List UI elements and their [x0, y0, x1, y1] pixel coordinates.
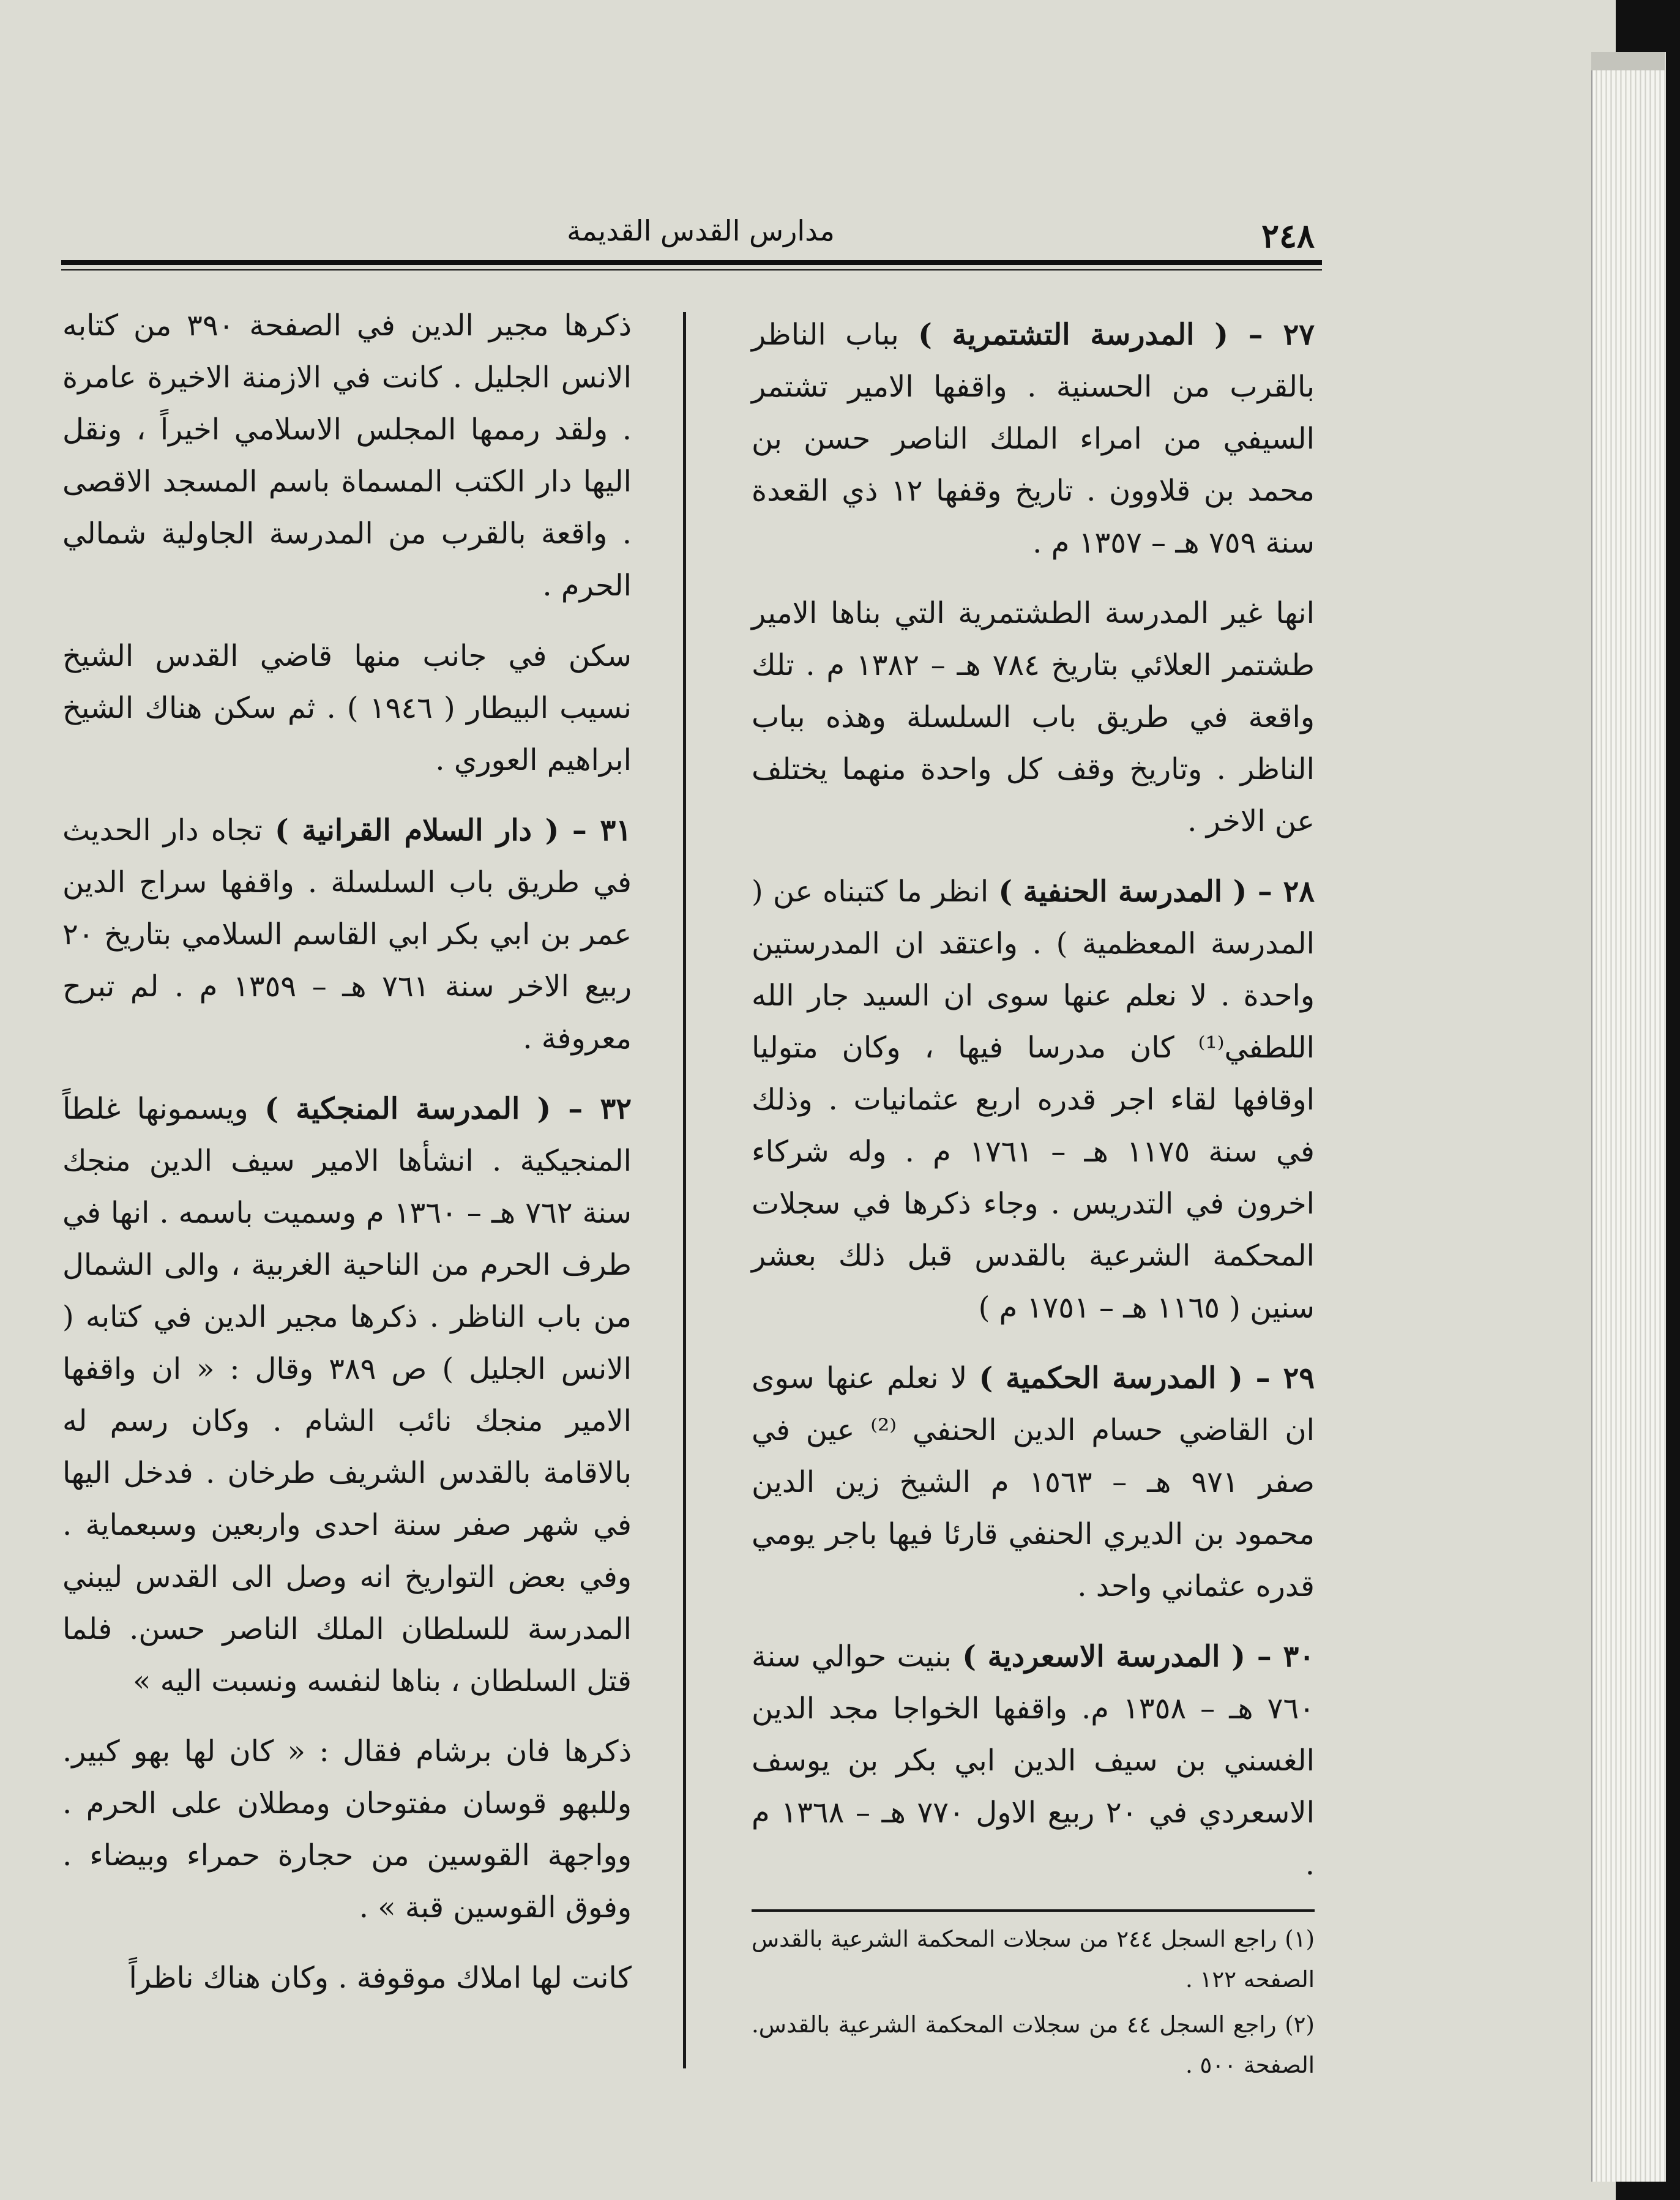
entry-heading: ٣٢ – ( المدرسة المنجكية ) — [264, 1092, 632, 1126]
entry-32-endowments — [62, 1952, 632, 2004]
page-header — [61, 199, 1322, 272]
entry-heading: ٣١ – ( دار السلام القرانية ) — [274, 813, 632, 848]
entry-heading: ٢٧ – ( المدرسة التشتمرية ) — [918, 318, 1315, 352]
page-stack-edge — [1591, 52, 1666, 2182]
entry-32 — [62, 1083, 632, 1707]
entry-28 — [752, 866, 1315, 1334]
entry-text: ويسمونها غلطاً المنجيكية . انشأها الامير سيف الدين منجك سنة ٧٦٢ هـ – ١٣٦٠ م وسميت باسمه . انها في طرف الحرم من الناحية الغربية ، والى الشمال من باب الناظر . ذكرها مجير الدين في كتابه ( الانس الجليل ) ص ٣٨٩ وقال : « ان واقفها الامير منجك نائب الشام . وكان رسم له بالاقامة بالقدس الشريف طرخان . فدخل اليها في شهر صفر سنة احدى واربعين وسبعماية . وفي بعض التواريخ انه وصل الى القدس ليبني المدرسة للسلطان الملك الناصر حسن. فلما قتل السلطان ، بناها لنفسه ونسبت اليه » — [62, 1092, 632, 1698]
page-number: ٢٤٨ — [1261, 216, 1315, 255]
entry-text: ذكرها فان برشام فقال : « كان لها بهو كبير. وللبهو قوسان مفتوحان ومطلان على الحرم . وواجهة القوسين من حجارة حمراء وبيضاء . وفوق القوسين قبة » . — [62, 1734, 632, 1925]
entry-text: انظر ما كتبناه عن ( المدرسة المعظمية ) . واعتقد ان المدرستين واحدة . لا نعلم عنها سوى ان السيد جار الله اللطفي⁽¹⁾ كان مدرسا فيها ، وكان متوليا اوقافها لقاء اجر قدره اربع عثمانيات . وذلك في سنة ١١٧٥ هـ – ١٧٦١ م . وله شركاء اخرون في التدريس . وجاء ذكرها في سجلات المحكمة الشرعية بالقدس قبل ذلك بعشر سنين ( ١١٦٥ هـ – ١٧٥١ م ) — [752, 874, 1315, 1325]
entry-text: بنيت حوالي سنة ٧٦٠ هـ – ١٣٥٨ م. واقفها الخواجا مجد الدين الغسني بن سيف الدين ابي بكر بن يوسف الاسعردي في ٢٠ ربيع الاول ٧٧٠ هـ – ١٣٦٨ م . — [752, 1639, 1315, 1882]
footnote-2: (٢) راجع السجل ٤٤ من سجلات المحكمة الشرعية بالقدس. الصفحة ٥٠٠ . — [752, 2012, 1315, 2078]
entry-text: لا نعلم عنها سوى ان القاضي حسام الدين الحنفي ⁽²⁾ عين في صفر ٩٧١ هـ – ١٥٦٣ م الشيخ زين الدين محمود بن الديري الحنفي قارئا فيها باجر يومي قدره عثماني واحد . — [752, 1361, 1315, 1603]
entry-29 — [752, 1352, 1315, 1613]
footnote-1: (١) راجع السجل ٢٤٤ من سجلات المحكمة الشرعية بالقدس الصفحه ١٢٢ . — [752, 1926, 1315, 1993]
entry-text: سكن في جانب منها قاضي القدس الشيخ نسيب البيطار ( ١٩٤٦ ) . ثم سكن هناك الشيخ ابراهيم العوري . — [62, 639, 632, 777]
entry-text: انها غير المدرسة الطشتمرية التي بناها الامير طشتمر العلائي بتاريخ ٧٨٤ هـ – ١٣٨٢ م . تلك واقعة في طريق باب السلسلة وهذه بباب الناظر . وتاريخ وقف كل واحدة منهما يختلف عن الاخر . — [752, 596, 1315, 838]
entry-27 — [752, 309, 1315, 569]
right-column — [752, 309, 1315, 2090]
entry-30-resident — [62, 630, 632, 786]
entry-text: تجاه دار الحديث في طريق باب السلسلة . واقفها سراج الدين عمر بن ابي بكر ابي القاسم السلامي بتاريخ ٢٠ ربيع الاخر سنة ٧٦١ هـ – ١٣٥٩ م . لم تبرح معروفة . — [62, 813, 632, 1056]
footnote-rule — [752, 1909, 1315, 1912]
column-divider — [683, 312, 686, 2068]
entry-30 — [752, 1631, 1315, 1891]
entry-30-continued — [62, 300, 632, 612]
entry-text: بباب الناظر بالقرب من الحسنية . واقفها الامير تشتمر السيفي من امراء الملك الناصر حسن بن محمد بن قلاوون . تاريخ وقفها ١٢ ذي القعدة سنة ٧٥٩ هـ – ١٣٥٧ م . — [752, 318, 1315, 560]
entry-text: كانت لها املاك موقوفة . وكان هناك ناظراً — [129, 1961, 632, 1995]
page-stack-top — [1591, 52, 1665, 70]
entry-32-quote — [62, 1726, 632, 1934]
header-rule-thick — [61, 260, 1322, 265]
header-rule-thin — [61, 269, 1322, 270]
entry-heading: ٢٨ – ( المدرسة الحنفية ) — [998, 874, 1315, 909]
entry-text: ذكرها مجير الدين في الصفحة ٣٩٠ من كتابه الانس الجليل . كانت في الازمنة الاخيرة عامرة . ولقد رممها المجلس الاسلامي اخيراً ، ونقل اليها دار الكتب المسماة باسم المسجد الاقصى . واقعة بالقرب من المدرسة الجاولية شمالي الحرم . — [62, 308, 632, 603]
left-column — [62, 300, 632, 2023]
entry-31 — [62, 805, 632, 1065]
running-title: مدارس القدس القديمة — [567, 214, 835, 247]
entry-heading: ٢٩ – ( المدرسة الحكمية ) — [979, 1361, 1315, 1395]
entry-heading: ٣٠ – ( المدرسة الاسعردية ) — [962, 1639, 1315, 1674]
entry-27-note — [752, 587, 1315, 848]
